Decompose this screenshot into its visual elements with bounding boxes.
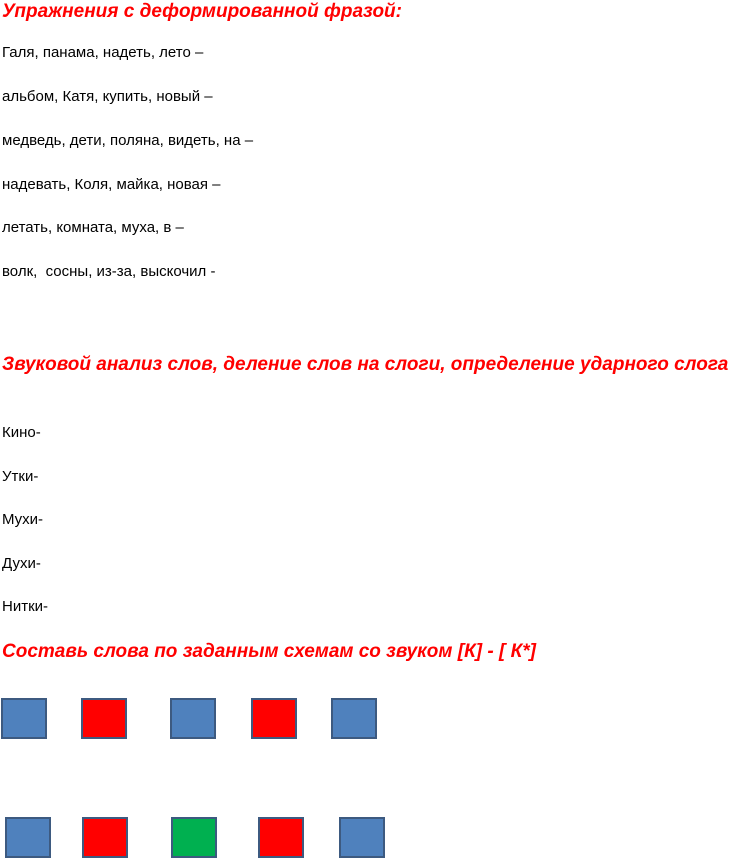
word-line: Мухи-: [2, 511, 44, 528]
scheme-square-vowel-red: [82, 817, 128, 858]
section-title-deformed-phrase: Упражнения с деформированной фразой:: [2, 1, 402, 22]
phrase-line: медведь, дети, поляна, видеть, на –: [2, 132, 254, 149]
scheme-square-consonant-hard-blue: [170, 698, 216, 739]
scheme-square-vowel-red: [81, 698, 127, 739]
word-line: Кино-: [2, 424, 41, 441]
word-line: Духи-: [2, 555, 41, 572]
phrase-line: надевать, Коля, майка, новая –: [2, 176, 221, 193]
section-title-compose-words: Составь слова по заданным схемам со звуком [К] - [ К*]: [2, 641, 536, 662]
phrase-line: альбом, Катя, купить, новый –: [2, 88, 213, 105]
phrase-line: летать, комната, муха, в –: [2, 219, 184, 236]
scheme-square-consonant-soft-green: [171, 817, 217, 858]
scheme-square-consonant-hard-blue: [5, 817, 51, 858]
scheme-square-vowel-red: [258, 817, 304, 858]
scheme-square-consonant-hard-blue: [331, 698, 377, 739]
phrase-line: Галя, панама, надеть, лето –: [2, 44, 204, 61]
phrase-line: волк, сосны, из-за, выскочил -: [2, 263, 216, 280]
section-title-sound-analysis: Звуковой анализ слов, деление слов на слоги, определение ударного слога: [2, 354, 729, 375]
scheme-square-consonant-hard-blue: [339, 817, 385, 858]
scheme-square-vowel-red: [251, 698, 297, 739]
word-line: Утки-: [2, 468, 39, 485]
scheme-square-consonant-hard-blue: [1, 698, 47, 739]
word-line: Нитки-: [2, 598, 49, 615]
